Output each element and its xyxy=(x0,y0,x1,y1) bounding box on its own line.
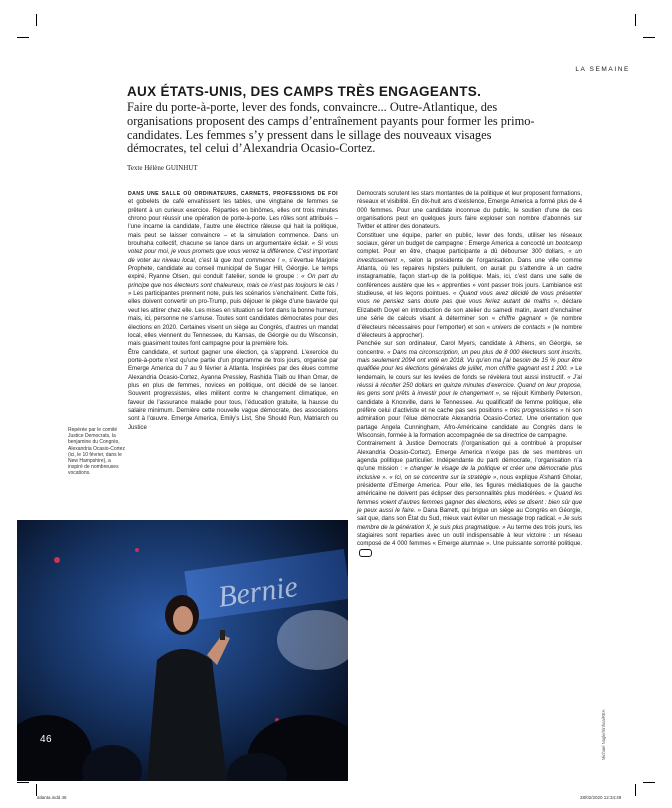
photo-rally xyxy=(17,520,348,781)
page-number: 46 xyxy=(40,734,53,745)
headline: AUX ÉTATS-UNIS, DES CAMPS TRÈS ENGAGEANTS. xyxy=(127,84,482,99)
paragraph: Être candidate, et surtout gagner une élection, ça s’apprend. L’exercice du porte-à-porte n’est qu’une partie d’un programme de trois jours, organisé par Emerge America du 7 au 9 février à Atlanta. Inspirées par des élues comme Alexandria Ocasio-Cortez, Ayanna Pressley, Rashida Tlaib ou Ilhan Omar, de plus en plus de femmes, novices en politique, ont décidé de se lancer. Souvent progressistes, elles militent contre le changement climatique, en faveur de l’assurance maladie pour tous, l’éducation gratuite, la hausse du salaire minimum. Dernière cette nouvelle vague démocrate, des associations sont à l’œuvre. Emerge America, Emily’s List, She Should Run, Matriarch ou Justice xyxy=(128,349,338,431)
paragraph: Contrairement à Justice Democrats (l’organisation qui a contribué à propulser Alexandria Ocasio-Cortez), Emerge America n’exige pas de ses membres un agenda politique particulier. Indépendante du parti démocrate, l’organisation n’a qu’une mission : « changer le visage de la politique et créer une démocratie plus inclusive ». « Ici, on se concentre sur la stratégie », nous explique A’shanti Gholar, présidente d’Emerge America. Pour elle, les figures médiatiques de la gauche américaine ne doivent pas éclipser des personnalités plus modérées. « Quand les femmes voient d’autres femmes gagner des élections, elles se disent : bien sûr que je peux aussi le faire. » Dana Barrett, qui brigue un siège au Congrès en Géorgie, sait que, dans son État du Sud, mieux vaut éviter un message trop radical. « Je suis membre de la génération X, je suis plus pragmatique. » Au terme des trois jours, les stagiaires sont reparties avec un outil indispensable à leur victoire : un réseau composé de 4 000 femmes « Emerge alumnae ». Une puissante sorrorité politique. xyxy=(357,440,582,557)
photo-caption: Repérée par le comité Justice Democrats, la benjamine du Congrès, Alexandria Ocasio-Cortez (ici, le 10 février, dans le New Hampshire), a inspiré de nombreuses vocations. xyxy=(68,427,125,477)
crop-mark xyxy=(643,782,655,783)
lead-in: DANS UNE SALLE OÙ ORDINATEURS, CARNETS, PROFESSIONS DE FOI xyxy=(128,191,338,197)
photo-credit: Michael Nagle/Xinhua/REA xyxy=(601,709,606,760)
crop-mark xyxy=(17,37,29,38)
paragraph: Democrats scrutent les stars montantes de la politique et leur proposent formations, réseaux et visibilité. En dix-huit ans d’existence, Emerge America a formé plus de 4 000 femmes. Pour une candidate inconnue du public, le soutien d’une de ces organisations peut en quelques jours faire exploser son nombre d’abonnés sur Twitter et attirer des donateurs. xyxy=(357,191,582,231)
paragraph: Penchée sur son ordinateur, Carol Myers, candidate à Athens, en Géorgie, se concentre. « Dans ma circonscription, un peu plus de 8 000 électeurs sont inscrits, mais seulement 2094 ont voté en 2018. Vu qu’en ma j’ai besoin de 15 % pour être qualifiée pour les élections générales de juillet, mon chiffre gagnant est 1 200. » Le lendemain, le cours sur les levées de fonds se révèlera tout aussi instructif. « J’ai réussi à récolter 250 dollars en quinze minutes d’exercice. Quand on leur propose, les gens sont prêts à investir pour le changement », se réjouit Kimberly Peterson, candidate à Knoxville, dans le Tennessee. Au qualificatif de femme politique, elle préfère celui d’activiste et ne cache pas ses positions « très progressistes » ni son admiration pour l’élue démocrate Alexandria Ocasio-Cortez. Une orientation que partage Angela Cunningham, Afro-Américaine candidate au Congrès dans le Wisconsin, formée à la formation accompagnée de sa directrice de campagne. xyxy=(357,341,582,439)
svg-text:Bernie: Bernie xyxy=(215,569,300,614)
crop-mark xyxy=(17,782,29,783)
byline: Texte Hélène GUINHUT xyxy=(127,164,198,172)
paragraph: Constituer une équipe, parler en public, lever des fonds, utiliser les réseaux sociaux, gérer un budget de campagne : Emerge America a concocté un bootcamp complet. Pour en être, chaque participante a dû débourser 300 dollars, « un investissement », selon la présidente de l’organisation. Dans une ville comme Atlanta, où les repaires hipsters pullulent, on aurait pu s’attendre à un cadre instagramable, façon start-up de la politique. Mais, ici, c’est dans une salle de conférences austère que les « apprenties » vont passer trois jours. Lambiance est studieuse, et les leçons pointues. « Quand vous avez décidé de vous présenter vous ne pensiez sans doute pas que vous feriez autant de maths », déclare Elizabeth Doyel en introduction de son atelier du samedi matin, avant d’enchaîner une série de calculs visant à déterminer son « chiffre gagnant » (le nombre d’électeurs nécessaires pour l’emporter) et son « univers de contacts » (le nombre d’électeurs à approcher). xyxy=(357,232,582,339)
article-column-right xyxy=(357,190,582,558)
end-of-article-icon xyxy=(359,549,372,557)
print-slug-date: 28/02/2020 12:34:49 xyxy=(580,795,622,800)
crop-mark xyxy=(36,14,37,26)
dek: Faire du porte-à-porte, lever des fonds, convaincre... Outre-Atlantique, des organisations proposent des camps d’entraînement payants pour former les primo-candidates. Les femmes s’y pressent dans le sillage des nouveaux visages démocrates, tel celui d’Alexandria Ocasio-Cortez. xyxy=(127,100,535,156)
print-slug-file: atlanta.indd 46 xyxy=(37,795,67,800)
article-column-left xyxy=(128,190,338,432)
section-label: LA SEMAINE xyxy=(575,66,630,73)
crop-mark xyxy=(643,37,655,38)
paragraph: DANS UNE SALLE OÙ ORDINATEURS, CARNETS, PROFESSIONS DE FOI et gobelets de café envahissent les tables, une vingtaine de femmes se prêtent à un curieux exercice. Réparties en binômes, elles ont trois minutes chrono pour réussir une opération de porte-à-porte. Les rôles sont attribués – l’une incarne la candidate, l’autre une électrice râleuse qui hait la politique, mais peut se laisser convaincre – et la simulation commence. Dans un brouhaha collectif, chacune se lance dans un argumentaire éclair. « Si vous votez pour moi, je vous promets que vous verrez la différence. C’est important de voter au niveau local, c’est là que tout commence ! », s’évertue Marjorie Prophete, candidate au conseil municipal de Sugar Hill, Géorgie. Le temps expiré, Ryanne Olsen, qui conduit l’atelier, sonde le groupe : « On part du principe que nos électeurs sont chaleureux, mais ce n’est pas toujours le cas ! » Les participantes prennent note, puis les scénarios s’enchaînent. Cette fois, elles doivent convertir un pro-Trump, puis déjouer le piège d’une bavarde qui veut les attirer chez elle. Les mises en situation se font dans la bonne humeur, mais, ici, personne ne s’amuse. Toutes sont candidates démocrates pour des élections en 2020. Certaines visent un siège au Congrès, d’autres un mandat local, elles viennent du Tennessee, du Kansas, de Géorgie ou du Wisconsin, mais guasiment toutes font campagne pour la première fois. xyxy=(128,191,338,348)
crop-mark xyxy=(635,784,636,796)
crop-mark xyxy=(635,14,636,26)
rally-photo-illustration xyxy=(17,520,348,781)
